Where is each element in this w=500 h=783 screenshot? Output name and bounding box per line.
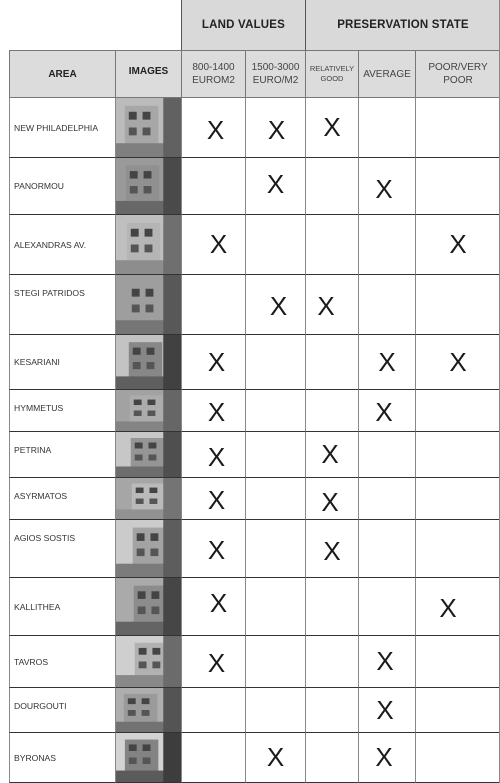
x-mark: X [449,229,467,259]
mark-average [358,275,415,335]
mark-land-value-high [245,688,305,733]
mark-land-value-high [245,578,305,636]
x-mark: X [267,115,286,145]
mark-poor [415,733,500,783]
mark-poor [415,636,500,688]
land-value-high-header: 1500-3000 EURO/M2 [245,50,305,98]
mark-land-value-low [181,578,245,636]
mark-average [358,335,415,390]
building-photo [115,636,181,688]
mark-land-value-low [181,432,245,478]
building-photo [115,688,181,733]
area-name: PETRINA [9,432,115,478]
mark-relatively-good [305,390,358,432]
building-photo [115,158,181,215]
area-name: NEW PHILADELPHIA [9,98,115,158]
area-name: BYRONAS [9,733,115,783]
x-mark: X [323,112,341,142]
mark-land-value-low [181,215,245,275]
mark-land-value-high [245,335,305,390]
mark-land-value-high [245,215,305,275]
mark-average [358,390,415,432]
mark-land-value-high [245,733,305,783]
building-photo [115,578,181,636]
x-mark: X [317,291,335,321]
x-mark: X [207,485,226,515]
x-mark: X [375,173,393,204]
mark-land-value-high [245,158,305,215]
x-mark: X [376,694,394,725]
building-photo [115,275,181,335]
area-name: AGIOS SOSTIS [9,520,115,578]
poor-very-poor-header: POOR/VERY POOR [415,50,500,98]
mark-land-value-low [181,636,245,688]
mark-relatively-good [305,275,358,335]
mark-relatively-good [305,215,358,275]
area-name: HYMMETUS [9,390,115,432]
mark-land-value-low [181,335,245,390]
x-mark: X [269,291,288,321]
building-photo [115,98,181,158]
x-mark: X [207,535,226,565]
mark-average [358,688,415,733]
mark-land-value-low [181,98,245,158]
building-photo [115,215,181,275]
area-name: ASYRMATOS [9,478,115,520]
building-photo [115,390,181,432]
x-mark: X [207,346,226,377]
area-name: TAVROS [9,636,115,688]
mark-poor [415,98,500,158]
area-name: PANORMOU [9,158,115,215]
mark-relatively-good [305,578,358,636]
mark-poor [415,275,500,335]
x-mark: X [376,646,394,676]
x-mark: X [439,593,457,623]
mark-relatively-good [305,335,358,390]
x-mark: X [206,115,225,145]
images-column-header: IMAGES [115,50,181,98]
x-mark: X [323,536,341,566]
mark-land-value-low [181,275,245,335]
average-header: AVERAGE [358,50,415,98]
mark-relatively-good [305,688,358,733]
mark-relatively-good [305,98,358,158]
building-photo [115,733,181,783]
mark-average [358,98,415,158]
mark-relatively-good [305,432,358,478]
x-mark: X [321,487,339,517]
mark-average [358,215,415,275]
land-value-low-header: 800-1400 EUROM2 [181,50,245,98]
mark-average [358,158,415,215]
preservation-table [9,0,500,783]
relatively-good-header: RELATIVELY GOOD [305,50,358,98]
x-mark: X [207,397,226,427]
x-mark: X [209,229,228,259]
land-values-header: LAND VALUES [181,0,305,50]
preservation-state-header: PRESERVATION STATE [305,0,500,50]
mark-poor [415,215,500,275]
mark-land-value-high [245,478,305,520]
mark-land-value-low [181,520,245,578]
mark-poor [415,578,500,636]
building-photo [115,335,181,390]
x-mark: X [207,648,226,678]
mark-average [358,578,415,636]
mark-relatively-good [305,733,358,783]
mark-land-value-low [181,478,245,520]
building-photo [115,432,181,478]
x-mark: X [209,588,228,618]
mark-land-value-low [181,688,245,733]
mark-average [358,432,415,478]
x-mark: X [321,439,339,469]
area-name: DOURGOUTI [9,688,115,733]
x-mark: X [375,397,393,427]
mark-average [358,733,415,783]
mark-poor [415,478,500,520]
x-mark: X [375,742,393,772]
mark-poor [415,335,500,390]
mark-poor [415,520,500,578]
mark-land-value-high [245,275,305,335]
mark-land-value-high [245,636,305,688]
mark-poor [415,158,500,215]
building-photo [115,478,181,520]
area-name: KALLITHEA [9,578,115,636]
mark-average [358,636,415,688]
area-name: ALEXANDRAS AV. [9,215,115,275]
x-mark: X [449,346,467,377]
x-mark: X [378,346,396,377]
mark-land-value-low [181,390,245,432]
mark-poor [415,432,500,478]
mark-relatively-good [305,478,358,520]
area-name: STEGI PATRIDOS [9,275,115,335]
building-photo [115,520,181,578]
x-mark: X [266,168,285,199]
mark-relatively-good [305,158,358,215]
mark-average [358,520,415,578]
mark-average [358,478,415,520]
mark-land-value-high [245,98,305,158]
mark-land-value-high [245,432,305,478]
area-name: KESARIANI [9,335,115,390]
mark-poor [415,390,500,432]
mark-relatively-good [305,520,358,578]
mark-land-value-low [181,733,245,783]
mark-poor [415,688,500,733]
x-mark: X [207,442,226,472]
mark-land-value-high [245,520,305,578]
area-column-header: AREA [9,50,115,98]
x-mark: X [266,742,285,772]
mark-land-value-high [245,390,305,432]
mark-land-value-low [181,158,245,215]
mark-relatively-good [305,636,358,688]
